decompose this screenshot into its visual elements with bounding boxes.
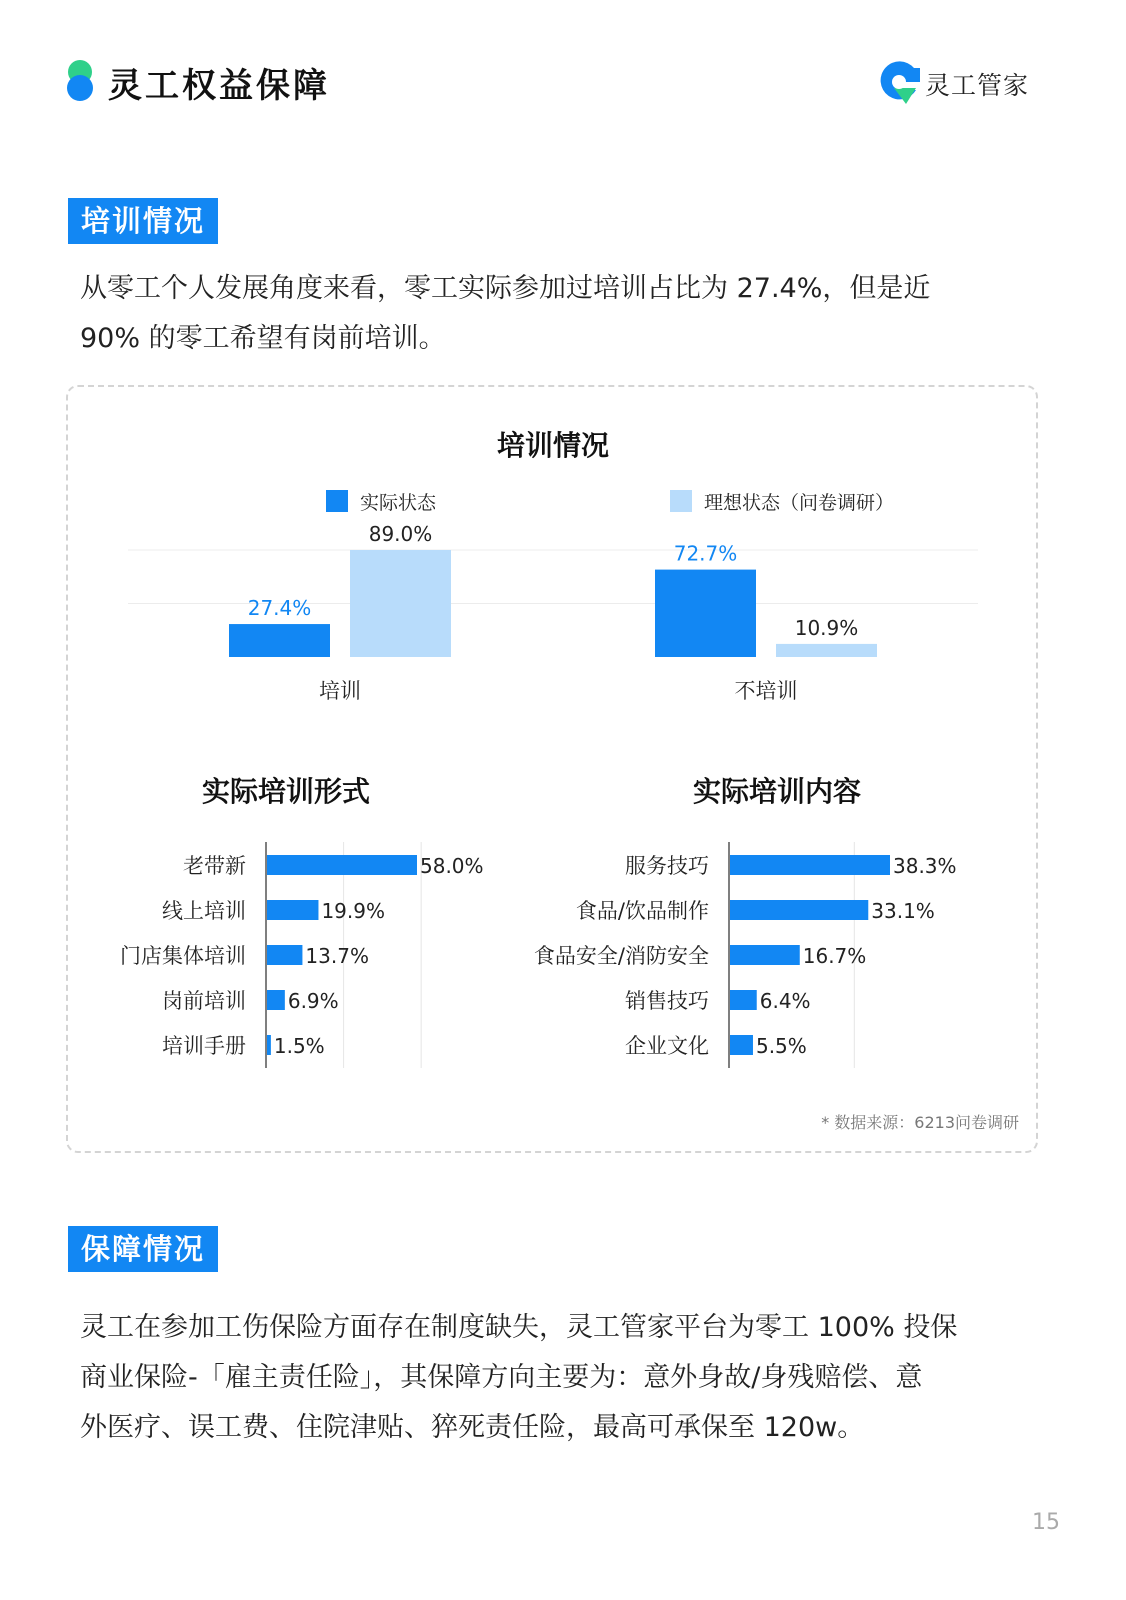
bar (730, 1035, 753, 1055)
training-bar-chart (0, 0, 1126, 760)
paragraph-line: 灵工在参加工伤保险方面存在制度缺失，灵工管家平台为零工 100% 投保 (80, 1312, 958, 1343)
bar-actual (229, 624, 330, 657)
category-label: 老带新 (183, 854, 246, 878)
bar-value-label: 1.5% (273, 1034, 325, 1058)
section-label-training: 培训情况 (68, 198, 218, 244)
category-label: 培训手册 (162, 1034, 246, 1058)
category-label: 服务技巧 (625, 854, 709, 878)
bar (730, 990, 757, 1010)
category-label: 门店集体培训 (120, 944, 246, 968)
legend-label-ideal: 理想状态（问卷调研） (704, 492, 895, 514)
brand-name: 灵工管家 (925, 71, 1030, 100)
bar-value-label: 72.7% (673, 541, 738, 566)
category-label: 岗前培训 (162, 989, 246, 1013)
chart-title-training: 培训情况 (496, 429, 610, 462)
legend-label-actual: 实际状态 (360, 492, 437, 514)
paragraph-line: 90% 的零工希望有岗前培训。 (80, 323, 446, 354)
bar-value-label: 6.9% (287, 989, 339, 1013)
bar-ideal (350, 550, 451, 657)
bar-actual (655, 570, 756, 657)
training-content-bar-chart (0, 830, 1126, 1080)
page-number: 15 (1032, 1510, 1060, 1535)
category-label: 线上培训 (162, 899, 246, 923)
bar-value-label: 89.0% (368, 522, 433, 546)
page-heading: 灵工权益保障 (108, 66, 330, 106)
section-label-insurance: 保障情况 (68, 1226, 218, 1272)
chart-title-training-form: 实际培训形式 (201, 775, 371, 808)
bar-value-label: 16.7% (802, 944, 867, 968)
category-label: 食品安全/消防安全 (533, 944, 709, 968)
category-label: 企业文化 (625, 1034, 709, 1058)
bar-value-label: 13.7% (305, 944, 369, 968)
bar (730, 900, 868, 920)
bar-value-label: 6.4% (759, 989, 811, 1013)
category-label: 食品/饮品制作 (575, 899, 709, 923)
insurance-paragraph (80, 1303, 957, 1453)
bar (730, 945, 800, 965)
bar-ideal (776, 644, 877, 657)
paragraph-line: 从零工个人发展角度来看，零工实际参加过培训占比为 27.4%，但是近 (80, 273, 931, 304)
bar-value-label: 19.9% (321, 899, 386, 923)
category-label: 销售技巧 (625, 989, 709, 1013)
chart-title-training-content: 实际培训内容 (692, 775, 862, 808)
bar-value-label: 58.0% (420, 854, 484, 878)
bar-value-label: 27.4% (247, 596, 312, 621)
source-note: * 数据来源：6213问卷调研 (821, 1113, 1019, 1132)
bar-value-label: 33.1% (871, 899, 935, 923)
bar-value-label: 38.3% (893, 854, 957, 878)
paragraph-line: 商业保险-「雇主责任险」，其保障方向主要为：意外身故/身残赔偿、意 (80, 1362, 923, 1393)
bar (730, 855, 890, 875)
bar-value-label: 5.5% (755, 1034, 807, 1058)
category-label: 不培训 (734, 679, 798, 703)
category-label: 培训 (319, 679, 361, 703)
paragraph-line: 外医疗、误工费、住院津贴、猝死责任险，最高可承保至 120w。 (80, 1412, 865, 1443)
bar-value-label: 10.9% (794, 615, 859, 640)
